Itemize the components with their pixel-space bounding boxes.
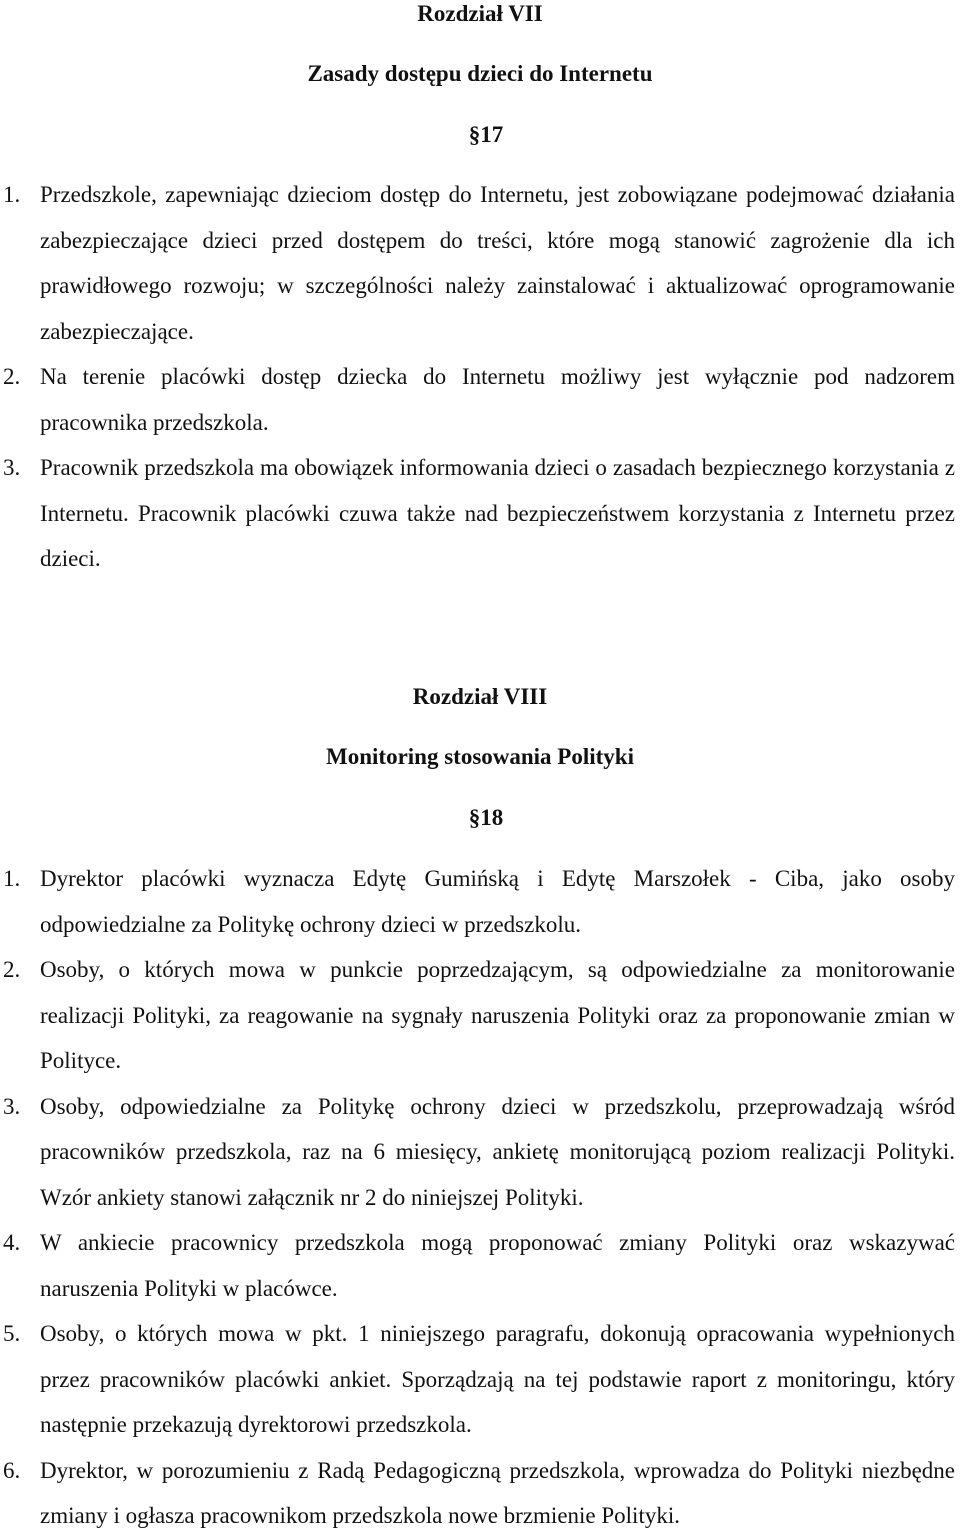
item-number: 1. <box>3 182 21 207</box>
section-list <box>0 856 960 1539</box>
list-item <box>0 947 960 1084</box>
chapter-title: Rozdział VIII <box>412 684 548 709</box>
list-item <box>0 1084 960 1221</box>
list-item <box>0 172 960 354</box>
item-text: Dyrektor, w porozumieniu z Radą Pedagogiczną przedszkola, wprowadza do Polityki niezbędne zmiany i ogłasza pracownikom przedszkola nowe brzmienie Polityki. <box>40 1457 955 1528</box>
item-text: W ankiecie pracownicy przedszkola mogą proponować zmiany Polityki oraz wskazywać naruszenia Polityki w placówce. <box>40 1230 955 1301</box>
item-number: 3. <box>3 1093 21 1119</box>
list-item <box>0 354 960 445</box>
item-number: 6. <box>3 1457 21 1483</box>
item-number: 3. <box>3 455 21 480</box>
item-number: 5. <box>3 1321 21 1346</box>
paragraph-number: §17 <box>468 122 504 147</box>
item-number: 4. <box>3 1230 21 1255</box>
chapter-subtitle: Zasady dostępu dzieci do Internetu <box>307 61 653 86</box>
list-item <box>0 1220 960 1311</box>
paragraph-number: §18 <box>468 805 504 830</box>
item-text: Dyrektor placówki wyznacza Edytę Gumińską i Edytę Marszołek - Ciba, jako osoby odpowiedzialne za Politykę ochrony dzieci w przedszkolu. <box>40 866 955 937</box>
item-text: Przedszkole, zapewniając dzieciom dostęp do Internetu, jest zobowiązane podejmować działania zabezpieczające dzieci przed dostępem do treści, które mogą stanowić zagrożenie dla ich prawidłowego rozwoju; w szczególności należy zainstalować i aktualizować oprogramowanie zabezpieczające. <box>40 182 955 344</box>
chapter-subtitle: Monitoring stosowania Polityki <box>326 744 634 769</box>
item-number: 1. <box>3 866 21 891</box>
list-item <box>0 1311 960 1448</box>
section-list <box>0 172 960 582</box>
item-number: 2. <box>3 957 21 982</box>
item-text: Osoby, o których mowa w punkcie poprzedzającym, są odpowiedzialne za monitorowanie realizacji Polityki, za reagowanie na sygnały naruszenia Polityki oraz za proponowanie zmian w Polityce. <box>40 957 955 1073</box>
chapter-title: Rozdział VII <box>417 1 543 26</box>
item-text: Osoby, o których mowa w pkt. 1 niniejszego paragrafu, dokonują opracowania wypełnionych przez pracowników placówki ankiet. Sporządzają na tej podstawie raport z monitoringu, który następnie przekazują dyrektorowi przedszkola. <box>40 1321 955 1437</box>
item-number: 2. <box>3 364 21 389</box>
item-text: Na terenie placówki dostęp dziecka do Internetu możliwy jest wyłącznie pod nadzorem pracownika przedszkola. <box>40 364 955 435</box>
list-item <box>0 445 960 582</box>
item-text: Osoby, odpowiedzialne za Politykę ochrony dzieci w przedszkolu, przeprowadzają wśród pracowników przedszkola, raz na 6 miesięcy, ankietę monitorującą poziom realizacji Polityki. Wzór ankiety stanowi załącznik nr 2 do niniejszej Polityki. <box>40 1093 955 1210</box>
list-item <box>0 1448 960 1539</box>
item-text: Pracownik przedszkola ma obowiązek informowania dzieci o zasadach bezpiecznego korzystania z Internetu. Pracownik placówki czuwa także nad bezpieczeństwem korzystania z Internetu przez dzieci. <box>40 455 955 571</box>
list-item <box>0 856 960 947</box>
